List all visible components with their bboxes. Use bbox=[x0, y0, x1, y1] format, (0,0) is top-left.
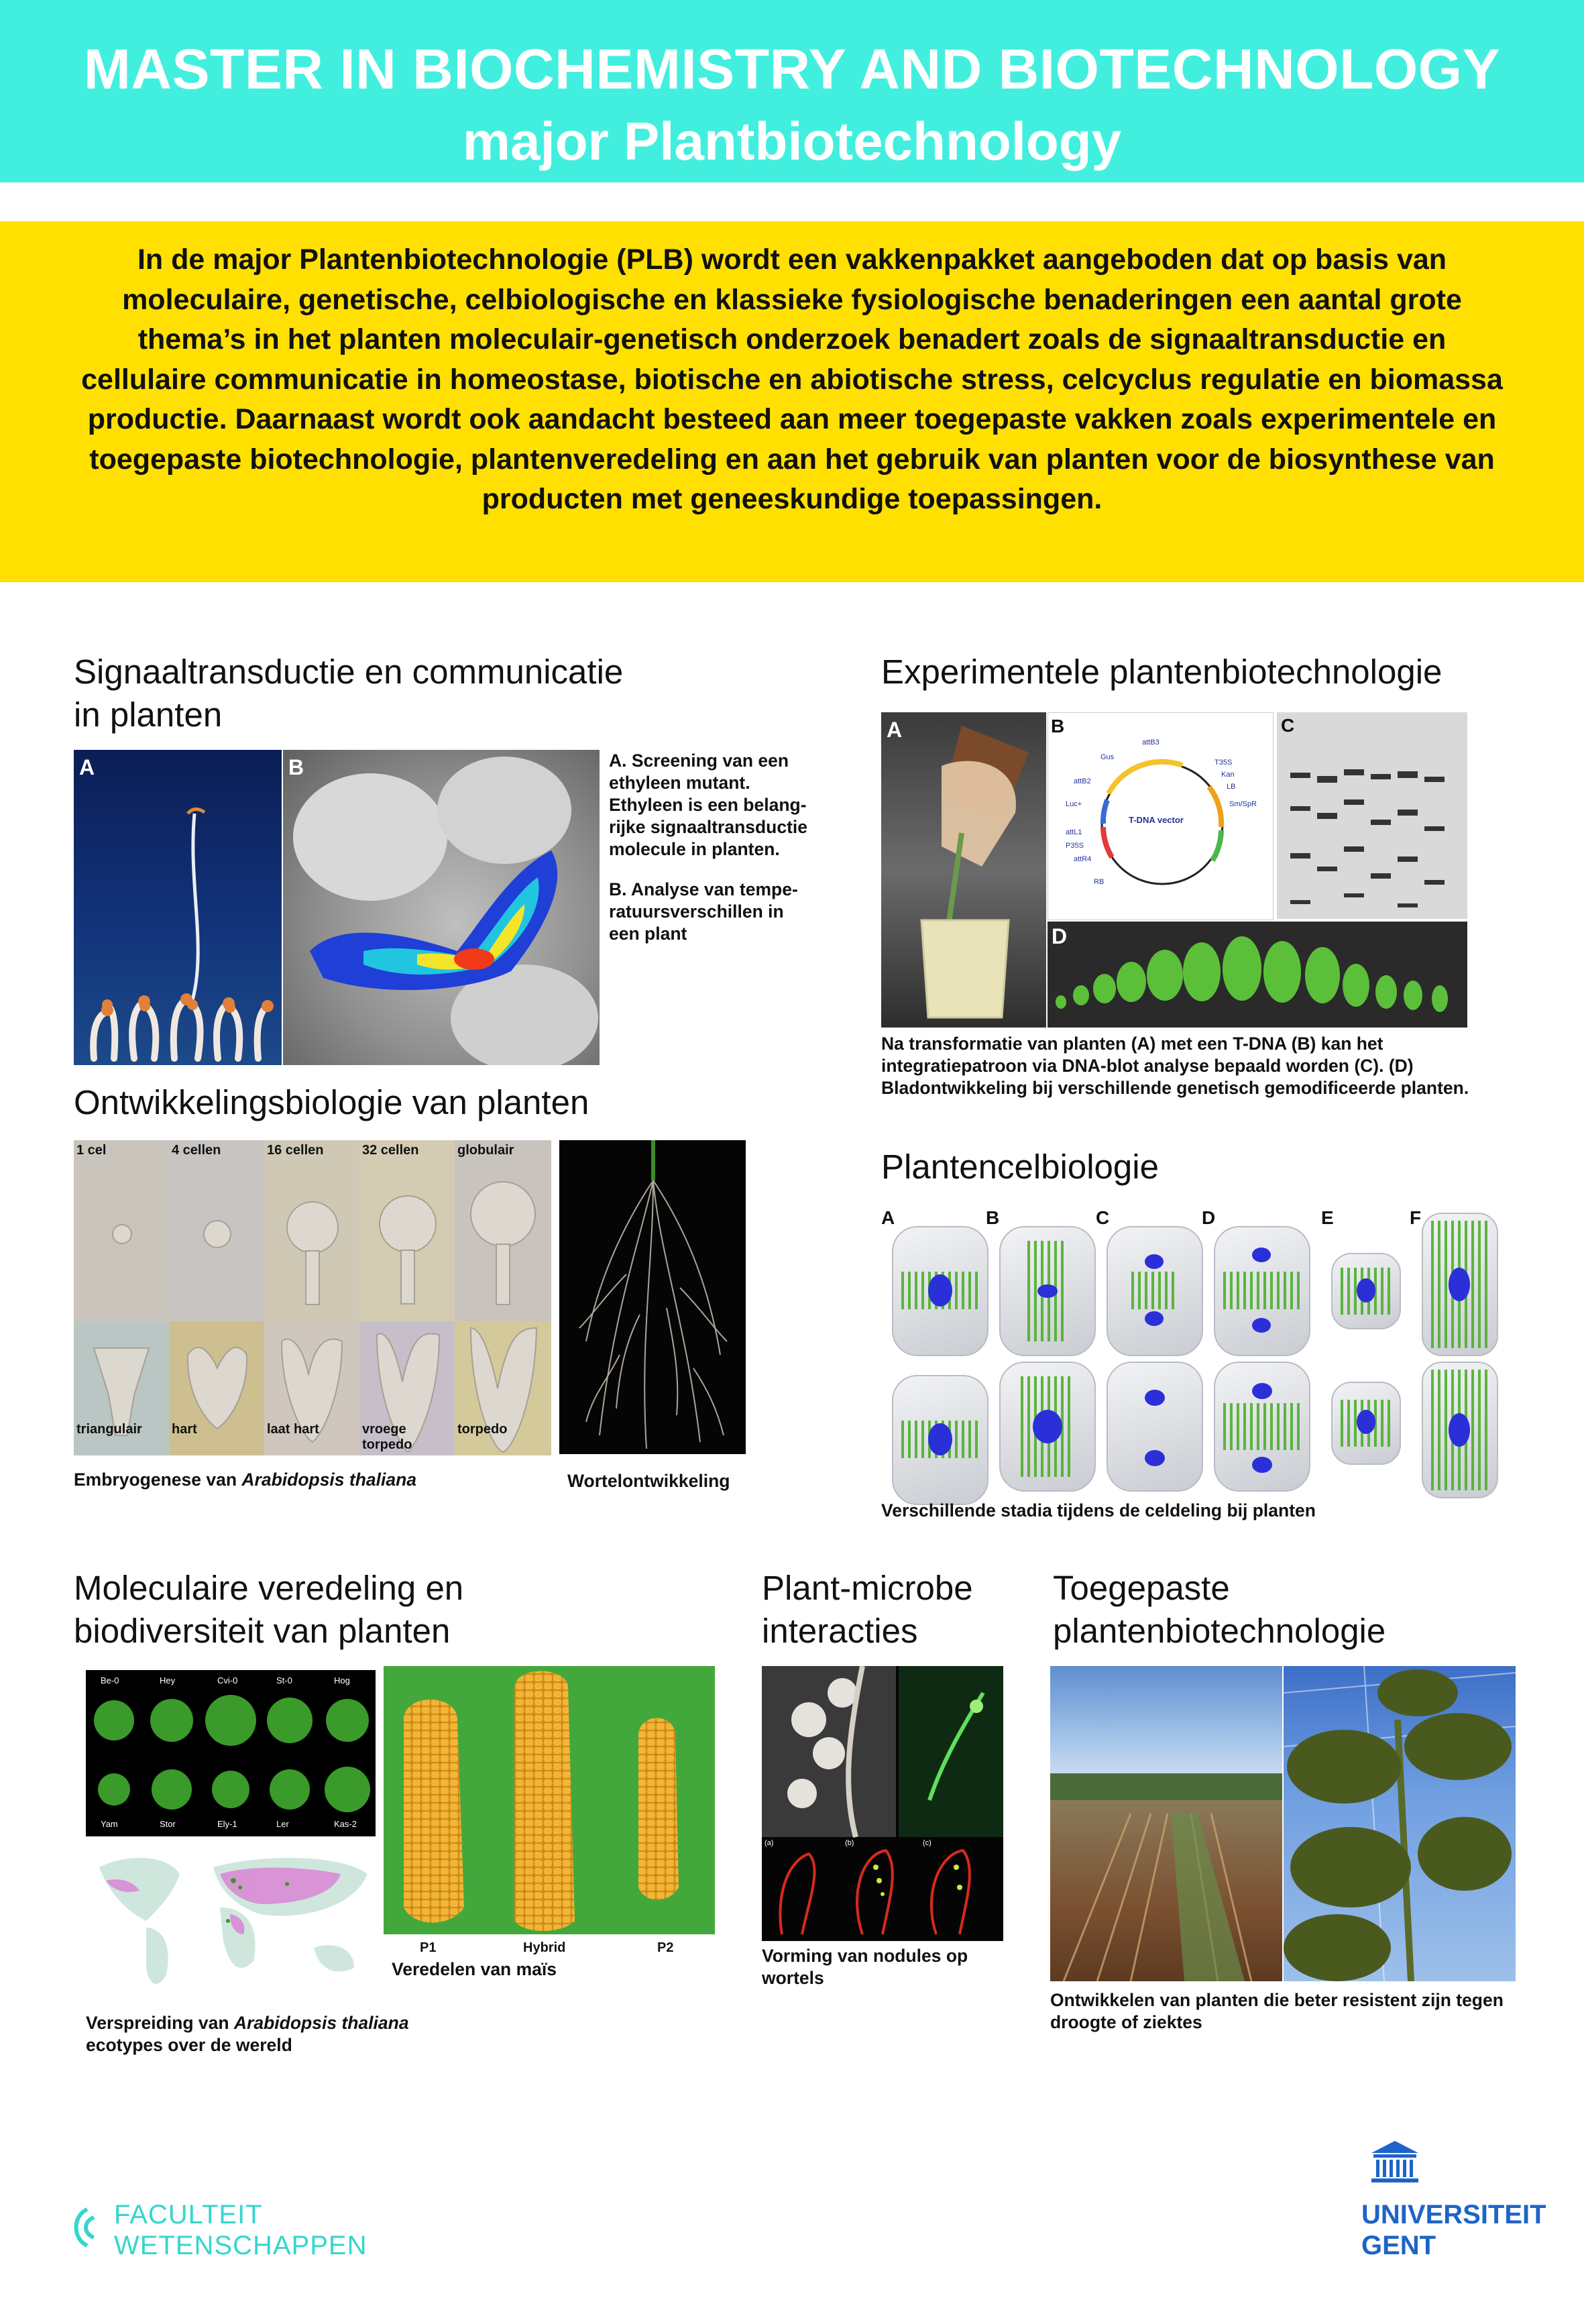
maize-cobs-drawing bbox=[384, 1666, 715, 1934]
ecotypes-image bbox=[86, 1670, 376, 1836]
cell-e-top bbox=[1331, 1253, 1401, 1329]
poster-subtitle: major Plantbiotechnology bbox=[462, 111, 1122, 171]
leaf-development-image bbox=[1048, 922, 1467, 1028]
vector-label-attl1: attL1 bbox=[1066, 828, 1082, 836]
ecotype-yam: Yam bbox=[101, 1819, 118, 1829]
cell-f-top bbox=[1422, 1213, 1498, 1356]
field-image bbox=[1050, 1666, 1282, 1981]
greenhouse-plant-image bbox=[1284, 1666, 1516, 1981]
cellbio-label-c: C bbox=[1096, 1207, 1110, 1228]
faculty-logo bbox=[67, 2200, 367, 2274]
maize-caption: Veredelen van maïs bbox=[392, 1959, 557, 1979]
faculty-logo-icon bbox=[67, 2204, 101, 2258]
intro-box bbox=[0, 221, 1584, 582]
vector-label-smspr: Sm/SpR bbox=[1229, 800, 1257, 808]
nodules-image bbox=[762, 1666, 1003, 1941]
vector-label-attb3: attB3 bbox=[1142, 738, 1159, 746]
vector-label-t35s: T35S bbox=[1214, 759, 1233, 767]
cellbio-label-b: B bbox=[986, 1207, 1000, 1228]
ecotype-cvi0: Cvi-0 bbox=[217, 1675, 238, 1685]
embryo-shapes bbox=[74, 1140, 551, 1455]
cellbio-title: Plantencelbiologie bbox=[881, 1148, 1159, 1186]
embryogenesis-image bbox=[74, 1140, 551, 1455]
microbe-title bbox=[762, 1567, 1030, 1653]
maize-label-p2: P2 bbox=[657, 1940, 674, 1955]
cell-f-bottom bbox=[1422, 1362, 1498, 1498]
ecotype-ler: Ler bbox=[276, 1819, 289, 1829]
signal-caption-b: B. Analyse van tempe-ratuursverschillen in een plant bbox=[609, 879, 798, 944]
ecotype-st0: St-0 bbox=[276, 1675, 292, 1685]
cell-e-bottom bbox=[1331, 1382, 1401, 1465]
faculty-name-line2: WETENSCHAPPEN bbox=[114, 2231, 367, 2260]
signal-label-b: B bbox=[288, 755, 304, 779]
signal-section-title bbox=[74, 651, 677, 736]
microbe-caption: Vorming van nodules op wortels bbox=[762, 1946, 968, 1988]
nodule-panel-a: (a) bbox=[765, 1839, 774, 1847]
stage-torpedo: torpedo bbox=[457, 1422, 508, 1437]
map-caption-suffix: ecotypes over de wereld bbox=[86, 2035, 292, 2055]
experimental-label-b: B bbox=[1051, 716, 1065, 736]
header-banner bbox=[0, 0, 1584, 182]
embryogenesis-caption bbox=[74, 1469, 543, 1491]
cell-b-top bbox=[999, 1226, 1096, 1356]
maize-label-p1: P1 bbox=[420, 1940, 437, 1955]
breeding-title bbox=[74, 1567, 677, 1653]
signal-caption-a: A. Screening van een ethyleen mutant. Ethyleen is een belang-rijke signaaltransductie molecule in planten. bbox=[609, 751, 808, 859]
stage-triangulair: triangulair bbox=[76, 1422, 142, 1437]
tdna-vector-diagram bbox=[1048, 712, 1274, 920]
experimental-label-c: C bbox=[1281, 715, 1295, 736]
root-drawing bbox=[559, 1140, 746, 1454]
vector-title: T-DNA vector bbox=[1129, 815, 1184, 825]
cell-b-bottom bbox=[999, 1362, 1096, 1492]
stage-16-cellen: 16 cellen bbox=[267, 1143, 324, 1158]
ecotype-kas2: Kas-2 bbox=[334, 1819, 357, 1829]
field-rows-drawing bbox=[1050, 1666, 1282, 1981]
stage-1-cel: 1 cel bbox=[76, 1143, 107, 1158]
stage-4-cellen: 4 cellen bbox=[172, 1143, 221, 1158]
ethylene-mutant-image bbox=[74, 750, 282, 1065]
cell-a-bottom bbox=[892, 1375, 988, 1505]
ecotype-ely1: Ely-1 bbox=[217, 1819, 237, 1829]
vector-label-luc: Luc+ bbox=[1066, 800, 1082, 808]
root-caption: Wortelontwikkeling bbox=[567, 1471, 730, 1491]
cell-c-top bbox=[1107, 1226, 1203, 1356]
cell-d-bottom bbox=[1214, 1362, 1310, 1492]
transformation-image bbox=[881, 712, 1046, 1028]
microbe-title-line1: Plant-microbe bbox=[762, 1569, 973, 1607]
transformation-drawing bbox=[881, 712, 1046, 1028]
university-name-line1: UNIVERSITEIT bbox=[1361, 2200, 1546, 2229]
map-caption-species: Arabidopsis thaliana bbox=[233, 2013, 409, 2033]
breeding-title-line1: Moleculaire veredeling en bbox=[74, 1569, 464, 1607]
map-caption-prefix: Verspreiding van bbox=[86, 2013, 234, 2033]
dna-blot-image bbox=[1277, 712, 1467, 919]
vector-label-kan: Kan bbox=[1221, 771, 1235, 779]
stage-laat-hart: laat hart bbox=[267, 1422, 319, 1437]
development-title: Ontwikkelingsbiologie van planten bbox=[74, 1083, 589, 1121]
ecotype-hey: Hey bbox=[160, 1675, 176, 1685]
thermal-image bbox=[283, 750, 600, 1065]
university-name-line2: GENT bbox=[1361, 2231, 1436, 2260]
poster-title: MASTER IN BIOCHEMISTRY AND BIOTECHNOLOGY bbox=[83, 38, 1501, 101]
world-map-drawing bbox=[86, 1840, 376, 1996]
experimental-title: Experimentele plantenbiotechnologie bbox=[881, 653, 1442, 691]
intro-text: In de major Plantenbiotechnologie (PLB) wordt een vakkenpakket aangeboden dat op basis van moleculaire, genetische, celbiologische en klassieke fysiologische benaderingen een aantal grote thema’s in het planten moleculair-genetisch onderzoek benadert zoals de signaaltransductie en cellulaire communicatie in homeostase, biotische en abiotische stress, celcyclus regulatie en biomassa productie. Daarnaast wordt ook aandacht besteed aan meer toegepaste vakken zoals experimentele en toegepaste biotechnologie, plantenveredeling en aan het gebruik van planten voor de biosynthese van producten met geneeskundige toepassingen. bbox=[81, 243, 1503, 515]
map-caption bbox=[86, 2012, 435, 2056]
maize-label-hybrid: Hybrid bbox=[523, 1940, 566, 1955]
greenhouse-plant-drawing bbox=[1284, 1666, 1516, 1981]
cellbio-label-d: D bbox=[1202, 1207, 1216, 1228]
ugent-logo bbox=[1361, 2140, 1546, 2274]
stage-32-cellen: 32 cellen bbox=[362, 1143, 419, 1158]
nodules-drawing bbox=[762, 1666, 1003, 1941]
vector-label-attb2: attB2 bbox=[1074, 777, 1091, 785]
stage-vroege-torpedo: vroege torpedo bbox=[362, 1422, 412, 1452]
cellbio-caption: Verschillende stadia tijdens de celdeling bij planten bbox=[881, 1500, 1316, 1520]
vector-label-gus: Gus bbox=[1100, 753, 1115, 761]
applied-title-line1: Toegepaste bbox=[1053, 1569, 1230, 1607]
cellbio-label-a: A bbox=[881, 1207, 895, 1228]
stage-hart: hart bbox=[172, 1422, 197, 1437]
ecotype-stor: Stor bbox=[160, 1819, 176, 1829]
nodule-panel-c: (c) bbox=[923, 1839, 931, 1847]
applied-title bbox=[1053, 1567, 1522, 1653]
applied-caption: Ontwikkelen van planten die beter resistent zijn tegen droogte of ziektes bbox=[1050, 1990, 1504, 2032]
stage-globulair: globulair bbox=[457, 1143, 514, 1158]
root-image bbox=[559, 1140, 746, 1454]
signal-label-a: A bbox=[79, 755, 95, 779]
applied-title-line2: plantenbiotechnologie bbox=[1053, 1612, 1386, 1650]
cellbio-label-f: F bbox=[1410, 1207, 1422, 1228]
vector-label-lb: LB bbox=[1227, 783, 1236, 791]
vector-label-rb: RB bbox=[1094, 878, 1105, 886]
embryogenesis-caption-species: Arabidopsis thaliana bbox=[241, 1470, 417, 1490]
leaves-drawing bbox=[1048, 922, 1467, 1028]
cell-c-bottom bbox=[1107, 1362, 1203, 1492]
microbe-title-line2: interacties bbox=[762, 1612, 918, 1650]
experimental-caption: Na transformatie van planten (A) met een T-DNA (B) kan het integratiepatroon via DNA-blot analyse bepaald worden (C). (D) Bladontwikkeling bij verschillende genetisch gemodificeerde planten. bbox=[881, 1034, 1469, 1098]
ugent-building-icon bbox=[1368, 2140, 1422, 2187]
embryogenesis-caption-prefix: Embryogenese van bbox=[74, 1470, 242, 1490]
cell-d-top bbox=[1214, 1226, 1310, 1356]
nodule-panel-b: (b) bbox=[845, 1839, 854, 1847]
cellbio-label-e: E bbox=[1321, 1207, 1334, 1228]
world-map-image bbox=[86, 1840, 376, 1996]
signal-title-line1: Signaaltransductie en communicatie bbox=[74, 653, 624, 691]
breeding-title-line2: biodiversiteit van planten bbox=[74, 1612, 451, 1650]
rosettes-drawing bbox=[86, 1670, 376, 1836]
ecotype-hog: Hog bbox=[334, 1675, 350, 1685]
ecotype-be0: Be-0 bbox=[101, 1675, 119, 1685]
vector-label-attr4: attR4 bbox=[1074, 855, 1092, 863]
vector-label-p35s: P35S bbox=[1066, 842, 1084, 850]
dna-blot-bands bbox=[1277, 712, 1467, 919]
signal-title-line2: in planten bbox=[74, 696, 223, 734]
seedlings-drawing bbox=[74, 750, 282, 1065]
faculty-name-line1: FACULTEIT bbox=[114, 2200, 263, 2229]
maize-image bbox=[384, 1666, 715, 1934]
experimental-label-a: A bbox=[887, 718, 903, 742]
thermal-plant-drawing bbox=[283, 750, 600, 1065]
experimental-label-d: D bbox=[1052, 924, 1068, 948]
cell-a-top bbox=[892, 1226, 988, 1356]
